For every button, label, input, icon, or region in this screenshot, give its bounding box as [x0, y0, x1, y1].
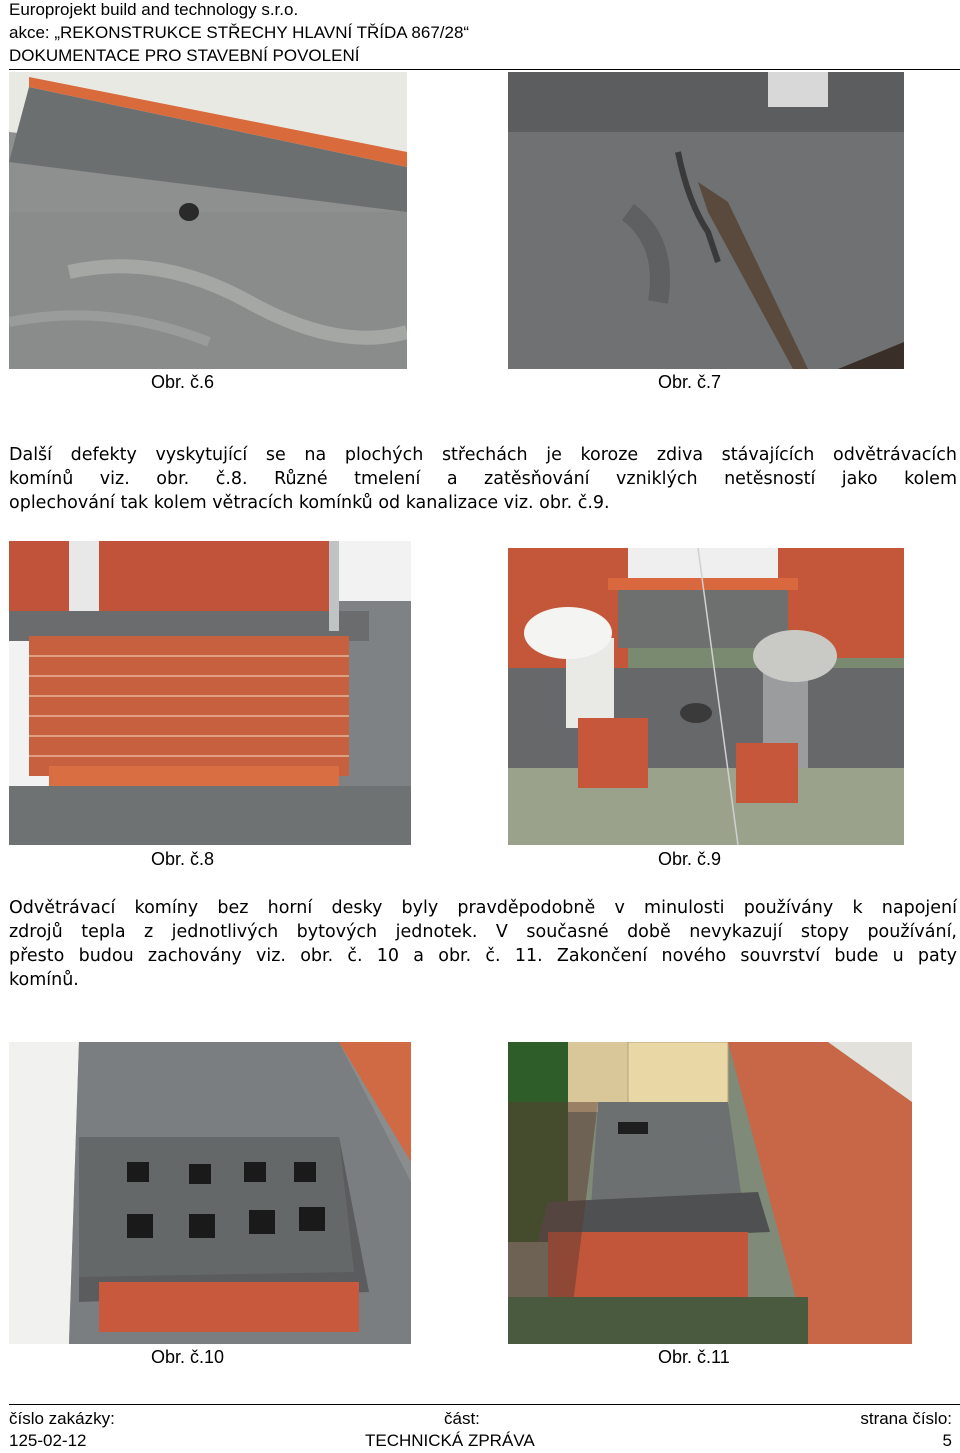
caption-photo-9: Obr. č.9 — [658, 849, 722, 869]
paragraph-defects-line-2: komínů viz. obr. č.8. Různé tmelení a zatěsňování vzniklých netěsností jako kolem — [9, 469, 957, 489]
document-type: DOKUMENTACE PRO STAVEBNÍ POVOLENÍ — [9, 46, 360, 65]
footer-divider — [9, 1404, 960, 1405]
photo-10 — [9, 1042, 411, 1344]
paragraph-chimneys-line-1: Odvětrávací komíny bez horní desky byly pravděpodobně v minulosti používány k napojení — [9, 898, 957, 918]
paragraph-chimneys-line-2: zdrojů tepla z jednotlivých bytových jednotek. V současné době nevykazují stopy používání, — [9, 922, 957, 942]
order-number-label: číslo zakázky: — [9, 1409, 115, 1428]
order-number-value: 125-02-12 — [9, 1431, 87, 1450]
photo-8 — [9, 541, 411, 845]
paragraph-chimneys-line-3: přesto budou zachovány viz. obr. č. 10 a obr. č. 11. Zakončení nového souvrství bude u paty — [9, 946, 957, 966]
caption-photo-10: Obr. č.10 — [151, 1347, 225, 1367]
project-title: akce: „REKONSTRUKCE STŘECHY HLAVNÍ TŘÍDA 867/28“ — [9, 23, 470, 42]
part-value: TECHNICKÁ ZPRÁVA — [365, 1431, 535, 1450]
header-divider — [9, 69, 960, 70]
caption-photo-6: Obr. č.6 — [151, 372, 215, 392]
photo-6 — [9, 72, 407, 369]
page-number-value: 5 — [942, 1431, 952, 1450]
paragraph-chimneys-line-4: komínů. — [9, 970, 79, 990]
photo-7 — [508, 72, 904, 369]
paragraph-defects-line-1: Další defekty vyskytující se na plochých střechách je koroze zdiva stávajících odvětrávacích — [9, 445, 957, 465]
part-label: část: — [444, 1409, 480, 1428]
page-number-label: strana číslo: — [860, 1409, 952, 1428]
paragraph-defects — [9, 443, 957, 515]
company-name: Europrojekt build and technology s.r.o. — [9, 0, 299, 19]
paragraph-defects-line-3: oplechování tak kolem větracích komínků od kanalizace viz. obr. č.9. — [9, 493, 610, 513]
photo-11 — [508, 1042, 912, 1344]
photo-9 — [508, 548, 904, 845]
caption-photo-7: Obr. č.7 — [658, 372, 722, 392]
paragraph-chimneys — [9, 896, 957, 992]
caption-photo-8: Obr. č.8 — [151, 849, 215, 869]
caption-photo-11: Obr. č.11 — [658, 1347, 730, 1367]
